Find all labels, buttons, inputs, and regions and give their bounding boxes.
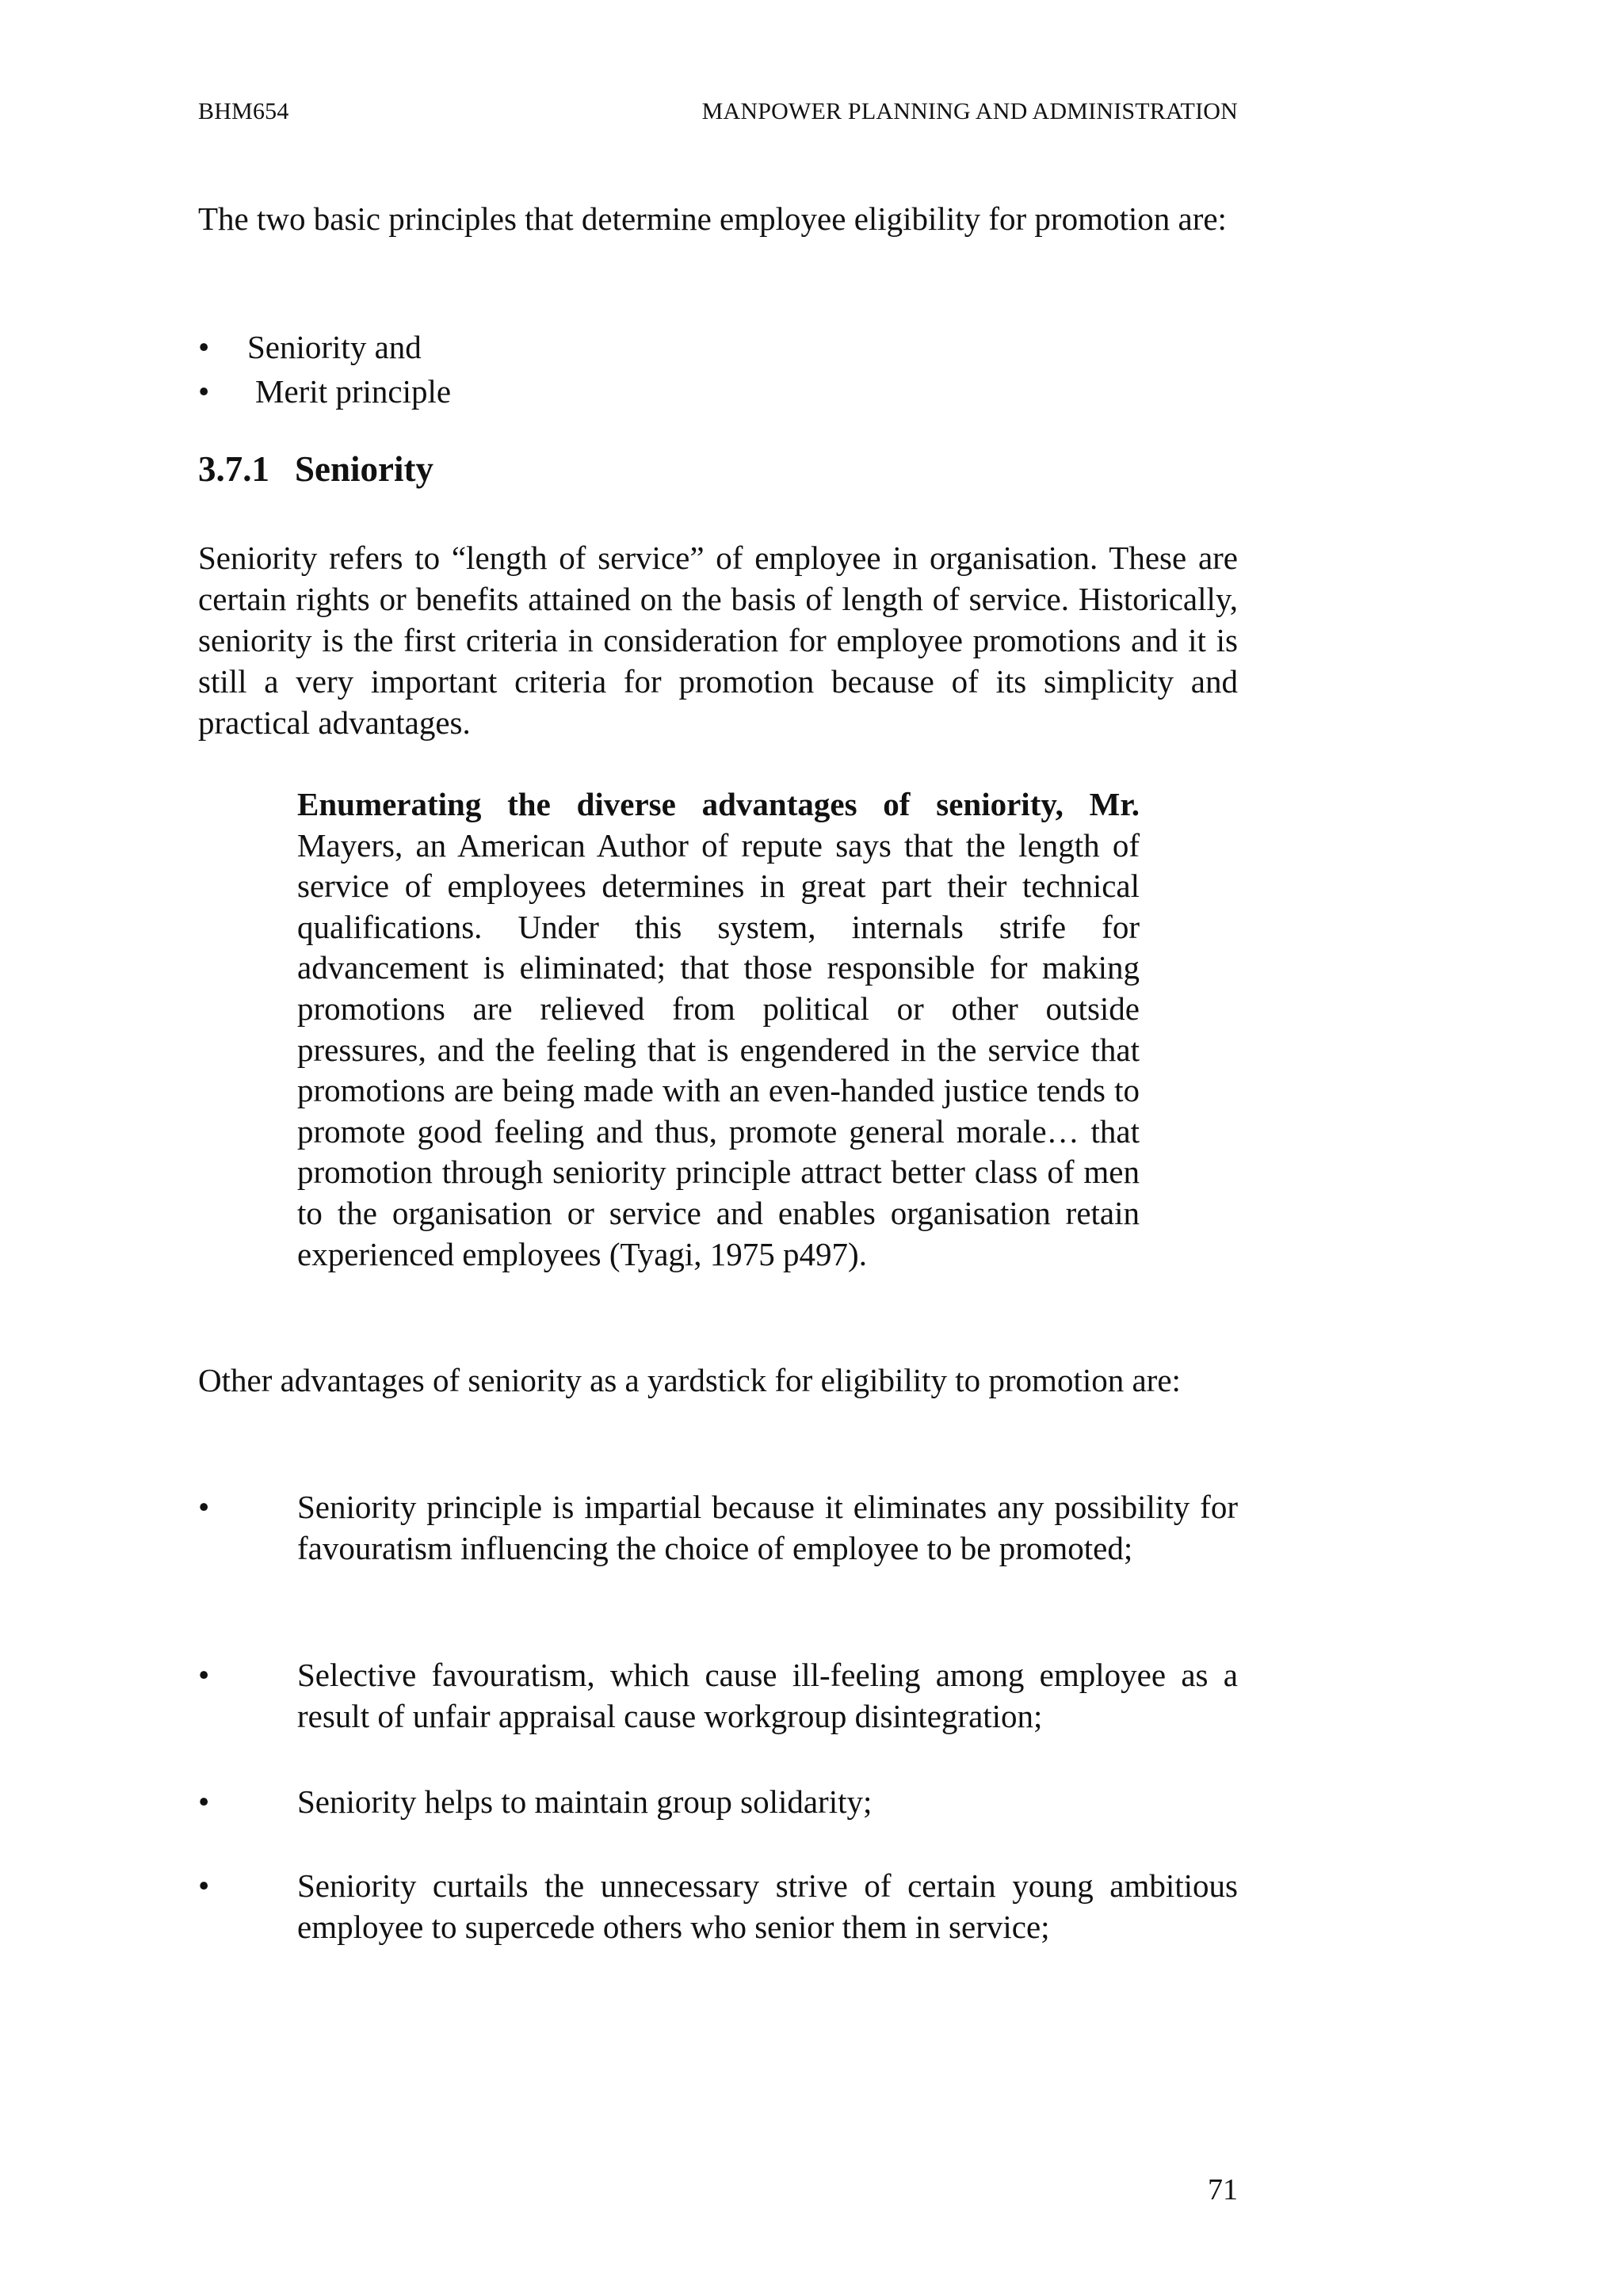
list-item [198,1865,1238,1947]
seniority-paragraph: Seniority refers to “length of service” of employee in organisation. These are certain rights or benefits attained on the basis of length of service. Historically, seniority is the first criteria in consideration for employee promotions and it is still a very important criteria for promotion because of its simplicity and practical advantages. [198,540,1238,741]
list-item [198,325,1238,369]
list-item-text: Seniority helps to maintain group solidarity; [297,1783,873,1820]
intro-paragraph: The two basic principles that determine employee eligibility for promotion are: [198,200,1227,237]
list-item [198,369,1238,414]
bullet-icon: • [198,329,210,365]
bullet-icon: • [198,1657,210,1693]
document-page [198,0,1238,2296]
bullet-icon: • [198,1489,210,1525]
seniority-paragraph-block [198,537,1238,743]
quote-bold-lead: Enumerating the diverse advantages of seniority, Mr. [297,786,1140,822]
block-quote [297,784,1140,1275]
list-item [198,1781,1238,1822]
bullet-icon: • [198,1783,210,1820]
list-item-text: Seniority principle is impartial because it eliminates any possibility for favouratism influencing the choice of employee to be promoted; [297,1489,1238,1566]
list-item-text: Merit principle [255,373,452,410]
page-header [198,98,1238,125]
quote-text: Mayers, an American Author of repute says that the length of service of employees determines in great part their technical qualifications. Under this system, internals strife for advancement is eliminated; that those responsible for making promotions are relieved from political or other outside pressures, and the feeling that is engendered in the service that promotions are being made with an even-handed justice tends to promote good feeling and thus, promote general morale… that promotion through seniority principle attract better class of men to the organisation or service and enables organisation retain experienced employees (Tyagi, 1975 p497). [297,826,1140,1272]
section-number: 3.7.1 [198,449,269,489]
page-number: 71 [1208,2173,1238,2206]
bullet-icon: • [198,1867,210,1904]
list-item-text: Seniority curtails the unnecessary strive of certain young ambitious employee to supercede others who senior them in service; [297,1867,1238,1945]
other-intro-block [198,1360,1238,1401]
intro-paragraph-block [198,198,1238,239]
bullet-icon: • [198,373,210,410]
list-item [198,1654,1238,1737]
section-title: Seniority [295,449,433,489]
principles-list [198,325,1238,414]
other-intro-paragraph: Other advantages of seniority as a yardstick for eligibility to promotion are: [198,1362,1181,1398]
course-title: MANPOWER PLANNING AND ADMINISTRATION [701,98,1238,124]
list-item-text: Selective favouratism, which cause ill-feeling among employee as a result of unfair appraisal cause workgroup disintegration; [297,1657,1238,1734]
list-item [198,1486,1238,1569]
course-code: BHM654 [198,98,289,124]
list-item-text: Seniority and [247,329,422,365]
section-heading [198,448,433,490]
